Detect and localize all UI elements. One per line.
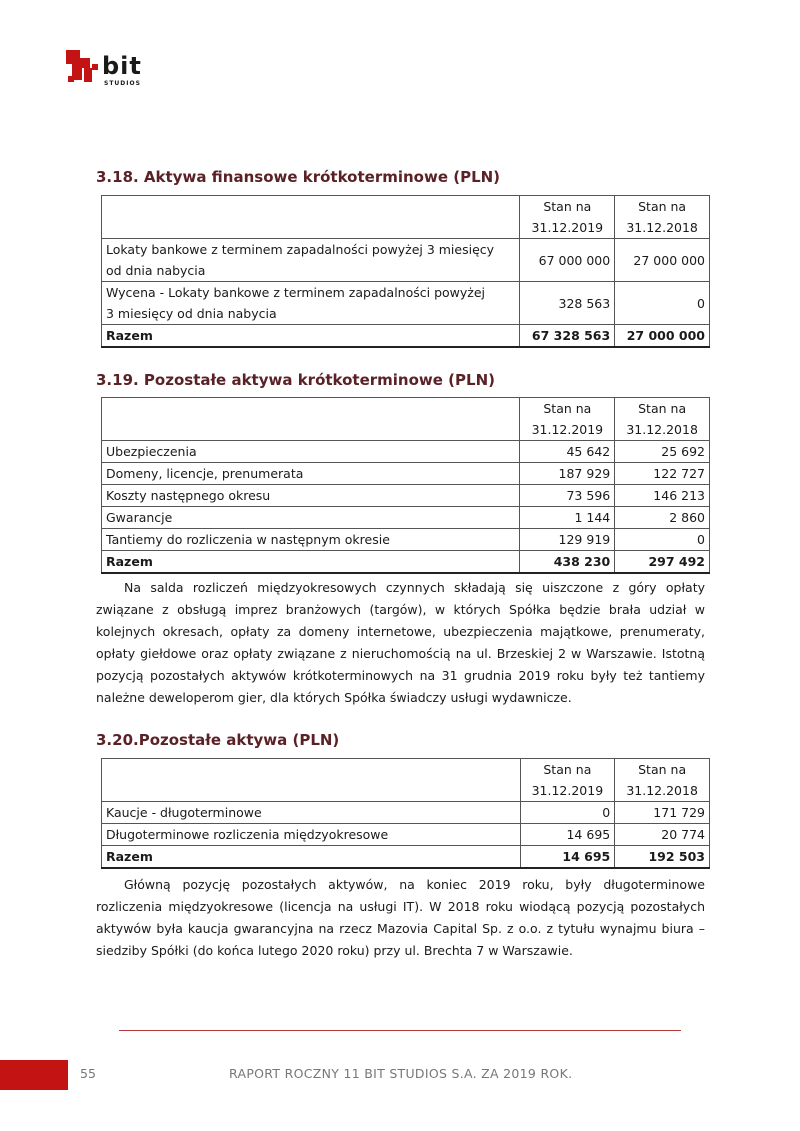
row-value-2019: 45 642 — [520, 441, 615, 463]
page-number: 55 — [80, 1066, 96, 1081]
row-label: Koszty następnego okresu — [102, 485, 520, 507]
row-label: Ubezpieczenia — [102, 441, 520, 463]
total-row — [102, 551, 710, 574]
row-label-line1: Wycena - Lokaty bankowe z terminem zapadalności powyżej — [106, 285, 485, 300]
table-row — [102, 239, 710, 282]
row-label: Długoterminowe rozliczenia międzyokresowe — [102, 824, 521, 846]
header-2019 — [520, 759, 615, 802]
header-2019-line2: 31.12.2019 — [531, 422, 604, 437]
total-label: Razem — [102, 551, 520, 574]
row-value-2018: 146 213 — [615, 485, 710, 507]
total-label: Razem — [102, 846, 521, 869]
table-header-row — [102, 759, 710, 802]
table-header-row — [102, 196, 710, 239]
row-label-line1: Lokaty bankowe z terminem zapadalności powyżej 3 miesięcy — [106, 242, 495, 257]
header-2019-line1: Stan na — [543, 762, 592, 777]
total-value-2018: 192 503 — [615, 846, 710, 869]
table-header-row — [102, 398, 710, 441]
total-value-2018: 27 000 000 — [615, 325, 710, 348]
header-2018-line1: Stan na — [638, 199, 687, 214]
row-value-2019: 14 695 — [520, 824, 615, 846]
row-value-2018: 25 692 — [615, 441, 710, 463]
total-value-2019: 14 695 — [520, 846, 615, 869]
row-label: Tantiemy do rozliczenia w następnym okresie — [102, 529, 520, 551]
row-label: Gwarancje — [102, 507, 520, 529]
header-2019-line2: 31.12.2019 — [531, 220, 604, 235]
header-2018-line1: Stan na — [638, 762, 687, 777]
total-row — [102, 325, 710, 348]
table-row — [102, 463, 710, 485]
header-empty-cell — [102, 398, 520, 441]
table-3-20 — [101, 758, 710, 869]
table-row — [102, 441, 710, 463]
row-value-2018: 171 729 — [615, 802, 710, 824]
row-value-2019: 1 144 — [520, 507, 615, 529]
row-label — [102, 282, 520, 325]
logo-text: bit — [102, 52, 142, 80]
section-title-3-18: 3.18. Aktywa finansowe krótkoterminowe (PLN) — [96, 168, 501, 186]
header-2019 — [520, 196, 615, 239]
header-2018-line2: 31.12.2018 — [626, 422, 698, 437]
table-row — [102, 802, 710, 824]
table-row — [102, 824, 710, 846]
row-label-line2: od dnia nabycia — [106, 263, 206, 278]
row-value-2019: 67 000 000 — [520, 239, 615, 282]
header-2018 — [615, 398, 710, 441]
header-2018-line2: 31.12.2018 — [626, 220, 698, 235]
row-value-2018: 122 727 — [615, 463, 710, 485]
row-label: Domeny, licencje, prenumerata — [102, 463, 520, 485]
header-empty-cell — [102, 196, 520, 239]
footer-accent-block — [0, 1060, 68, 1090]
company-logo — [66, 50, 156, 94]
row-value-2018: 20 774 — [615, 824, 710, 846]
row-value-2018: 0 — [615, 529, 710, 551]
row-value-2018: 0 — [615, 282, 710, 325]
row-value-2019: 0 — [520, 802, 615, 824]
row-label: Kaucje - długoterminowe — [102, 802, 521, 824]
table-3-18 — [101, 195, 710, 348]
row-value-2018: 2 860 — [615, 507, 710, 529]
paragraph-3-20: Główną pozycję pozostałych aktywów, na koniec 2019 roku, były długoterminowe rozliczenia międzyokresowe (licencja na usługi IT). W 2018 roku wiodącą pozycją pozostałych aktywów była kaucja gwarancyjna na rzecz Mazovia Capital Sp. z o.o. z tytułu wynajmu biura – siedziby Spółki (do końca lutego 2020 roku) przy ul. Brechta 7 w Warszawie. — [96, 877, 705, 958]
table-3-19 — [101, 397, 710, 574]
total-value-2019: 438 230 — [520, 551, 615, 574]
row-value-2018: 27 000 000 — [615, 239, 710, 282]
paragraph-3-19: Na salda rozliczeń międzyokresowych czynnych składają się uiszczone z góry opłaty związane z obsługą imprez branżowych (targów), w których Spółka będzie brała udział w kolejnych okresach, opłaty za domeny internetowe, ubezpieczenia majątkowe, prenumeraty, opłaty giełdowe oraz opłaty związane z nieruchomością na ul. Brzeskiej 2 w Warszawie. Istotną pozycją pozostałych aktywów krótkoterminowych na 31 grudnia 2019 roku były też tantiemy należne deweloperom gier, dla których Spółka świadczy usługi wydawnicze. — [96, 580, 705, 705]
row-label-line2: 3 miesięcy od dnia nabycia — [106, 306, 277, 321]
section-title-3-19: 3.19. Pozostałe aktywa krótkoterminowe (PLN) — [96, 371, 495, 389]
table-row — [102, 485, 710, 507]
total-label: Razem — [102, 325, 520, 348]
table-row — [102, 529, 710, 551]
footer-report-title: RAPORT ROCZNY 11 BIT STUDIOS S.A. ZA 2019 ROK. — [229, 1066, 573, 1081]
total-value-2019: 67 328 563 — [520, 325, 615, 348]
section-title-3-20: 3.20.Pozostałe aktywa (PLN) — [96, 731, 340, 749]
total-row — [102, 846, 710, 869]
row-label — [102, 239, 520, 282]
logo-mark-icon — [66, 50, 102, 94]
row-value-2019: 73 596 — [520, 485, 615, 507]
row-value-2019: 129 919 — [520, 529, 615, 551]
header-2019-line1: Stan na — [543, 199, 592, 214]
table-row — [102, 507, 710, 529]
header-2018-line2: 31.12.2018 — [626, 783, 698, 798]
total-value-2018: 297 492 — [615, 551, 710, 574]
table-row — [102, 282, 710, 325]
footer-divider — [119, 1030, 681, 1031]
header-2018-line1: Stan na — [638, 401, 687, 416]
header-2019-line1: Stan na — [543, 401, 592, 416]
header-2018 — [615, 196, 710, 239]
logo-subtext: STUDIOS — [104, 80, 141, 87]
header-2019 — [520, 398, 615, 441]
header-empty-cell — [102, 759, 521, 802]
header-2018 — [615, 759, 710, 802]
row-value-2019: 187 929 — [520, 463, 615, 485]
row-value-2019: 328 563 — [520, 282, 615, 325]
header-2019-line2: 31.12.2019 — [531, 783, 604, 798]
